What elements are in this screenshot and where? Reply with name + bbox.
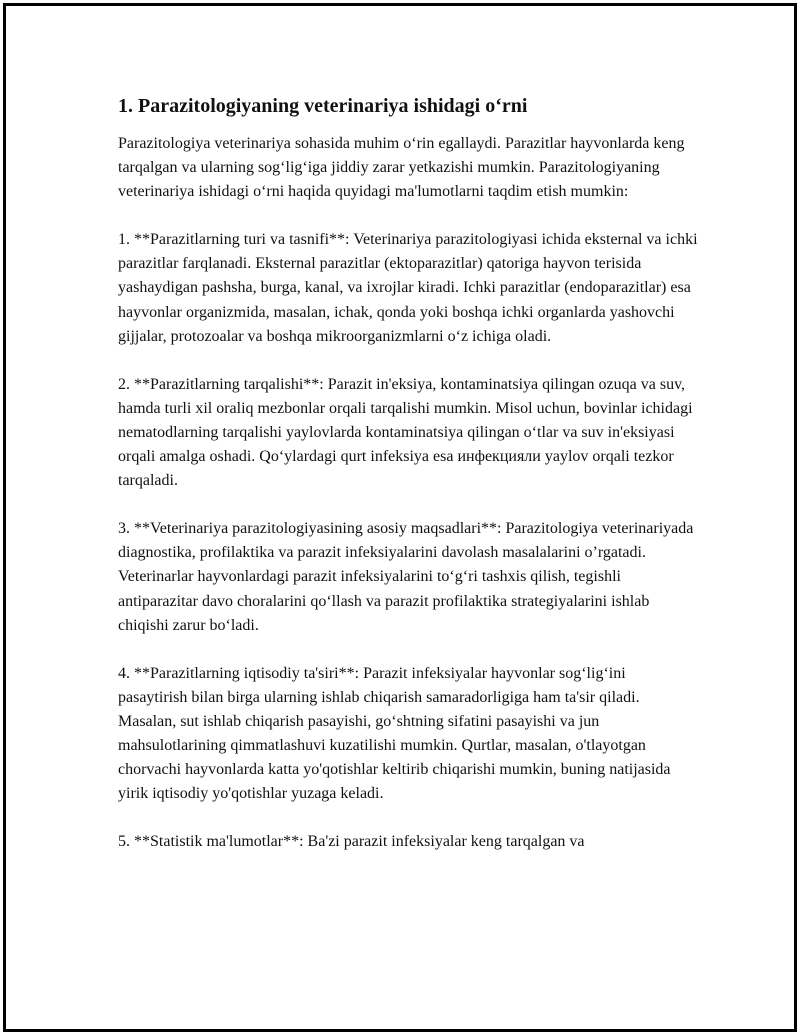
intro-paragraph: Parazitologiya veterinariya sohasida muhim o‘rin egallaydi. Parazitlar hayvonlarda keng tarqalgan va ularning sog‘lig‘iga jiddiy zarar yetkazishi mumkin. Parazitologiyaning veterinariya ishidagi o‘rni haqida quyidagi ma'lumotlarni taqdim etish mumkin:: [118, 135, 685, 201]
paragraph-economic-impact: 4. **Parazitlarning iqtisodiy ta'siri**: Parazit infeksiyalar hayvonlar sog‘lig‘ini pasaytirish bilan birga ularning ishlab chiqarish samaradorligiga ham ta'sir qiladi. Masalan, sut ishlab chiqarish pasayishi, go‘shtning sifatini pasayishi va jun mahsulotlarining qimmatlashuvi kuzatilishi mumkin. Qurtlar, masalan, o'tlayotgan chorvachi hayvonlarda katta yo'qotishlar keltirib chiqarishi mumkin, buning natijasida yirik iqtisodiy yo'qotishlar yuzaga keladi.: [118, 664, 671, 803]
document-heading: 1. Parazitologiyaning veterinariya ishidagi o‘rni: [118, 95, 528, 117]
document-body: [118, 94, 698, 878]
paragraph-parasite-types: 1. **Parazitlarning turi va tasnifi**: Veterinariya parazitologiyasi ichida eksternal va ichki parazitlar farqlanadi. Eksternal parazitlar (ektoparazitlar) qatoriga hayvon terisida yashaydigan pashsha, burga, kanal, va ixrojlar kiradi. Ichki parazitlar (endoparazitlar) esa hayvonlar organizmida, masalan, ichak, qonda yoki boshqa ichki organlarda yashovchi gijjalar, protozoalar va boshqa mikroorganizmlarni o‘z ichiga oladi.: [118, 231, 698, 345]
paragraph-parasite-spread: 2. **Parazitlarning tarqalishi**: Parazit in'eksiya, kontaminatsiya qilingan ozuqa va suv, hamda turli xil oraliq mezbonlar orqali tarqalishi mumkin. Misol uchun, bovinlar ichidagi nematodlarning tarqalishi yaylovlarda kontaminatsiya qilingan o‘tlar va suv in'eksiyasi orqali amalga oshadi. Qo‘ylardagi qurt infeksiya esa инфекцияли yaylov orqali tezkor tarqaladi.: [118, 375, 693, 490]
paragraph-statistics: 5. **Statistik ma'lumotlar**: Ba'zi parazit infeksiyalar keng tarqalgan va: [118, 833, 585, 851]
paragraph-main-goals: 3. **Veterinariya parazitologiyasining asosiy maqsadlari**: Parazitologiya veterinariyada diagnostika, profilaktika va parazit infeksiyalarini davolash masalalarini o’rgatadi. Veterinarlar hayvonlardagi parazit infeksiyalarini to‘g‘ri tashxis qilish, tegishli antiparazitar davo choralarini qo‘llash va parazit profilaktika strategiyalarini ishlab chiqishi zarur bo‘ladi.: [118, 520, 694, 634]
